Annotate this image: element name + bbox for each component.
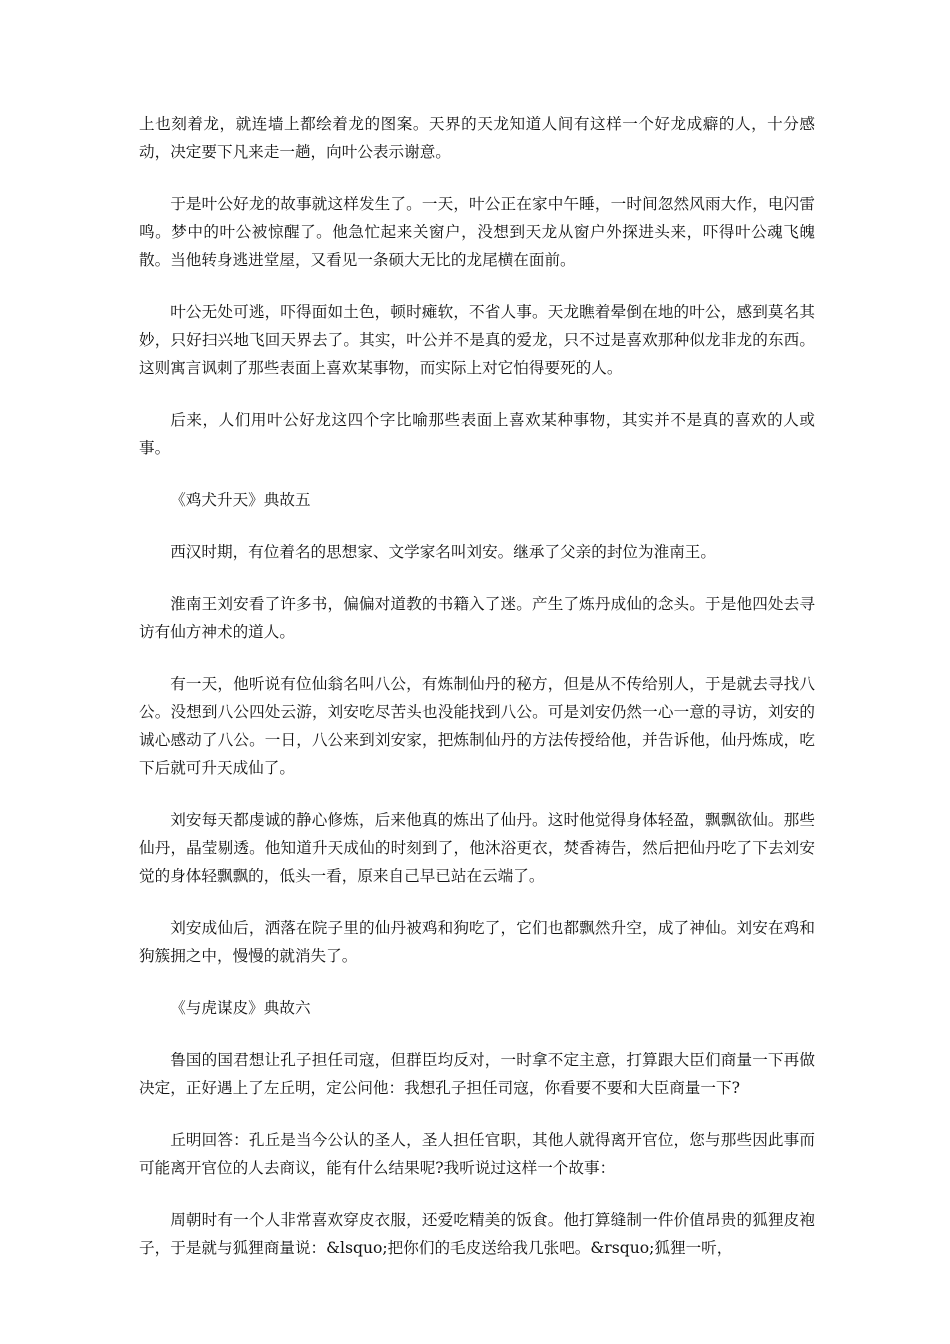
section-heading-five: 《鸡犬升天》典故五 [170,491,311,509]
paragraph-ye-gong-ending: 叶公无处可逃，吓得面如土色，顿时瘫软，不省人事。天龙瞧着晕倒在地的叶公，感到莫名其妙，只好扫兴地飞回天界去了。其实，叶公并不是真的爱龙，只不过是喜欢那种似龙非龙的东西。这则寓言讽刺了那些表面上喜欢某事物，而实际上对它怕得要死的人。 [139,303,815,377]
paragraph-ye-gong-moral: 后来，人们用叶公好龙这四个字比喻那些表面上喜欢某种事物，其实并不是真的喜欢的人或事。 [139,411,815,457]
paragraph-liu-an-taoism: 淮南王刘安看了许多书，偏偏对道教的书籍入了迷。产生了炼丹成仙的念头。于是他四处去寻访有仙方神术的道人。 [139,595,815,641]
paragraph-ye-gong-story: 于是叶公好龙的故事就这样发生了。一天，叶公正在家中午睡，一时间忽然风雨大作，电闪雷鸣。梦中的叶公被惊醒了。他急忙起来关窗户，没想到天龙从窗户外探进头来，吓得叶公魂飞魄散。当他转身逃进堂屋，又看见一条硕大无比的龙尾横在面前。 [139,195,815,269]
paragraph-liu-an-elixir: 刘安每天都虔诚的静心修炼，后来他真的炼出了仙丹。这时他觉得身体轻盈，飘飘欲仙。那些仙丹，晶莹剔透。他知道升天成仙的时刻到了，他沐浴更衣，焚香祷告，然后把仙丹吃了下去刘安觉的身体轻飘飘的，低头一看，原来自己早已站在云端了。 [139,811,815,885]
paragraph-liu-an-ascend: 刘安成仙后，洒落在院子里的仙丹被鸡和狗吃了，它们也都飘然升空，成了神仙。刘安在鸡和狗簇拥之中，慢慢的就消失了。 [139,919,815,965]
document-page [139,110,815,1286]
paragraph-liu-an-bagong: 有一天，他听说有位仙翁名叫八公，有炼制仙丹的秘方，但是从不传给别人，于是就去寻找八公。没想到八公四处云游，刘安吃尽苦头也没能找到八公。可是刘安仍然一心一意的寻访，刘安的诚心感动了八公。一日，八公来到刘安家，把炼制仙丹的方法传授给他，并告诉他，仙丹炼成，吃下后就可升天成仙了。 [139,675,815,777]
paragraph-lu-kingdom: 鲁国的国君想让孔子担任司寇，但群臣均反对，一时拿不定主意，打算跟大臣们商量一下再做决定，正好遇上了左丘明，定公问他：我想孔子担任司寇，你看要不要和大臣商量一下? [139,1051,815,1097]
paragraph-liu-an-intro: 西汉时期，有位着名的思想家、文学家名叫刘安。继承了父亲的封位为淮南王。 [170,543,716,561]
paragraph-fox-fur-story: 周朝时有一个人非常喜欢穿皮衣服，还爱吃精美的饭食。他打算缝制一件价值昂贵的狐狸皮袍子，于是就与狐狸商量说：&lsquo;把你们的毛皮送给我几张吧。&rsquo;狐狸一听， [139,1211,815,1257]
section-heading-six: 《与虎谋皮》典故六 [170,999,311,1017]
paragraph-ye-gong-intro: 上也刻着龙，就连墙上都绘着龙的图案。天界的天龙知道人间有这样一个好龙成癖的人，十分感动，决定要下凡来走一趟，向叶公表示谢意。 [139,115,815,161]
paragraph-zuo-qiuming-reply: 丘明回答：孔丘是当今公认的圣人，圣人担任官职，其他人就得离开官位，您与那些因此事而可能离开官位的人去商议，能有什么结果呢?我听说过这样一个故事： [139,1131,815,1177]
